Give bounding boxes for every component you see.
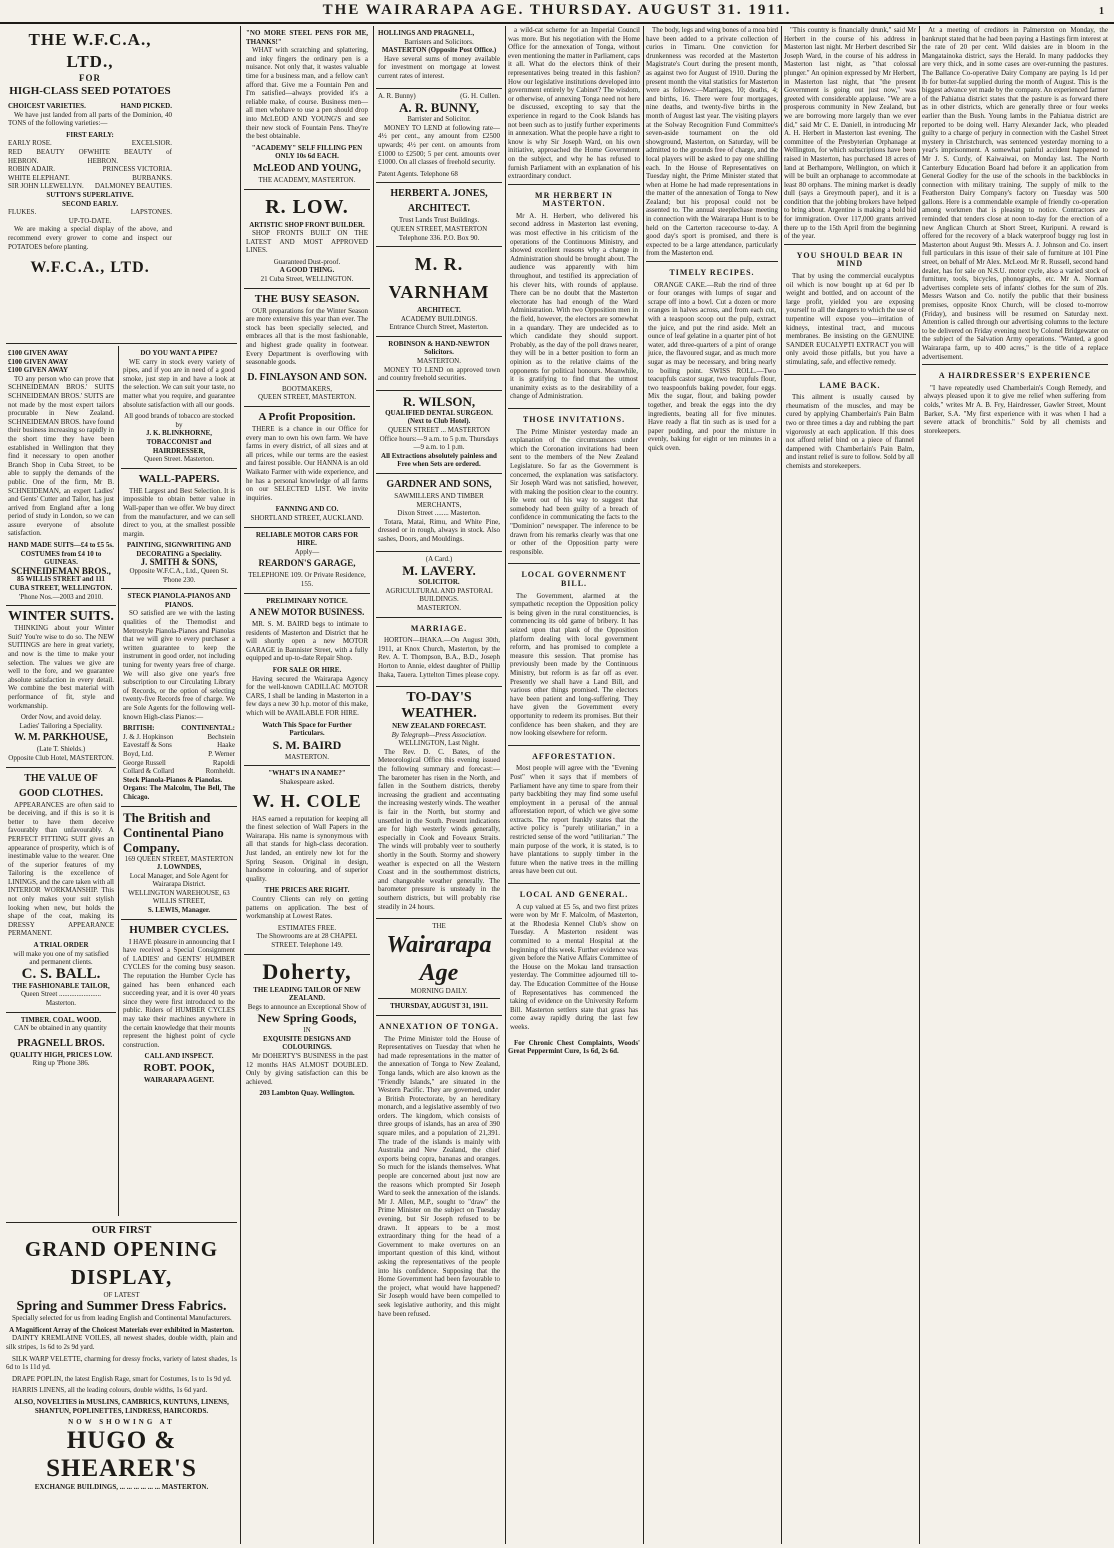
profit-advert (244, 406, 370, 527)
cole-advert (244, 765, 370, 953)
weather-place: WELLINGTON, Last Night. (398, 739, 480, 748)
prelim-sub: A NEW MOTOR BUSINESS. (249, 607, 365, 618)
column-6 (646, 26, 778, 1544)
winter-name: W. M. PARKHOUSE, (14, 732, 108, 744)
local-article (508, 883, 640, 1039)
schneideman-hand: HAND MADE SUITS—£4 to £5 5s. COSTUMES from £4 10 to GUINEAS. (8, 541, 114, 567)
timber-quality: QUALITY HIGH, PRICES LOW. (9, 1050, 113, 1059)
piano-maker-row-cell: Collard & Collard (123, 767, 174, 776)
hugo-also: ALSO, NOVELTIES in MUSLINS, CAMBRICS, KUNTUNS, LINENS, SHANTUN, POPLINETTES, LINDRESS, HAIRCORDS. (14, 1397, 229, 1415)
marriage-heading: MARRIAGE. (410, 623, 468, 633)
bear-heading: YOU SHOULD BEAR IN MIND (796, 250, 904, 269)
prelim-advert (244, 593, 370, 766)
column-7 (784, 26, 916, 1544)
doherty-designs: EXQUISITE DESIGNS AND COLOURINGS. (263, 1034, 351, 1052)
pipe-heading: DO YOU WANT A PIPE? (140, 349, 218, 357)
bear-advert (784, 244, 916, 374)
steck-continental: CONTINENTAL: (181, 724, 235, 733)
piano-maker-row-cell: P. Werner (208, 749, 235, 758)
bunny-advert (376, 88, 502, 183)
potato-variety-row-cell: PRINCESS VICTORIA. (102, 165, 172, 174)
bcpc-address: 169 QUEEN STREET, MASTERTON (124, 854, 234, 863)
wilson-hours: Office hours:—9 a.m. to 5 p.m. Thursdays—9 a.m. to 1 p.m. (379, 434, 499, 452)
potato-variety-row-cell: SIR JOHN LLEWELLYN. (8, 182, 84, 191)
wilson-heading: R. WILSON, (402, 393, 476, 409)
varnham-advert (376, 246, 502, 336)
lameback-advert (784, 374, 916, 478)
pens-heading: "NO MORE STEEL PENS FOR ME, THANKS!" (246, 29, 368, 46)
hugo-advert (6, 1222, 237, 1544)
profit-fanning: FANNING AND CO. (275, 505, 339, 514)
paper-sub: MORNING DAILY. (410, 986, 468, 995)
hollings-sub: Barristers and Solicitors. (404, 37, 474, 46)
piano-maker-row-cell: Bechstein (207, 732, 235, 741)
wfca-display: We are making a special display of the above, and recommend every grower to come and inspect our POTATOES before planting. (8, 225, 172, 251)
low-text: SHOP FRONTS BUILT ON THE LATEST AND MOST APPROVED LINES. (246, 229, 368, 255)
winter-text: THINKING about your Winter Suit? You're wise to do so. The NEW SUITINGS are here in great variety, and now is the time to make your selection. The values we give are well to the fore, and we guarantee absolute satisfaction in every detail. We combine the best material with performance of fit, style and workmanship. (8, 624, 114, 710)
doherty-address: 203 Lambton Quay. Wellington. (259, 1089, 355, 1098)
steck-pianos (123, 733, 235, 776)
wfca-sutton: SUTTON'S SUPERLATIVE. (46, 190, 134, 199)
gardner-heading: GARDNER AND SONS, (386, 479, 492, 490)
column-5 (508, 26, 640, 1544)
winter-late: (Late T. Shields.) (36, 745, 86, 754)
jones-advert (376, 182, 502, 246)
lavery-text: AGRICULTURAL AND PASTORAL BUILDINGS. (385, 586, 493, 604)
pens-academy: "ACADEMY" SELF FILLING PEN ONLY 10s 6d EACH. (251, 143, 363, 161)
prelim-address: MASTERTON. (285, 752, 329, 761)
humber-call: CALL AND INSPECT. (144, 1052, 214, 1061)
garage-heading: RELIABLE MOTOR CARS FOR HIRE. (255, 530, 359, 548)
steck-organs: Organs: The Malcolm, The Bell, The Chicago. (123, 784, 235, 801)
paper-title: Wairarapa Age (386, 931, 492, 986)
column-2 (121, 346, 237, 1216)
weather-by: By Telegraph—Press Association. (391, 730, 487, 739)
hugo-array: A Magnificent Array of the Choicest Materials ever exhibited in Masterton. (9, 1325, 234, 1334)
chronic-notice: For Chronic Chest Complaints, Woods' Great Peppermint Cure, 1s 6d, 2s 6d. (508, 1038, 640, 1056)
section-divider (6, 343, 237, 344)
lavery-advert (376, 551, 502, 617)
masthead-title: THE WAIRARAPA AGE. THURSDAY. AUGUST 31. 1911. (322, 2, 792, 18)
winter-heading: WINTER SUITS. (8, 609, 114, 625)
timber-advert (6, 1012, 116, 1072)
pipe-address: Queen Street. Masterton. (144, 455, 214, 464)
wfca-advert (6, 26, 174, 283)
bunny-left: A. R. Bunny) (378, 91, 416, 100)
bunny-heading: A. R. BUNNY, (398, 100, 480, 116)
lavery-sub: SOLICITOR. (418, 578, 460, 587)
potato-variety-row-cell: WHITE ELEPHANT. (8, 173, 70, 182)
given-away-3: £100 GIVEN AWAY (8, 366, 69, 375)
experience-advert (922, 364, 1108, 442)
doherty-goods: New Spring Goods, (257, 1011, 357, 1026)
garage-name: REARDON'S GARAGE, (258, 558, 356, 569)
fabric-item: HARRIS LINENS, all the leading colours, double widths, 1s 6d yard. (12, 1386, 208, 1395)
given-away-2: £100 GIVEN AWAY (8, 357, 69, 366)
bcpc-advert (121, 806, 237, 919)
profit-heading: A Profit Proposition. (258, 411, 356, 423)
lavery-card: (A Card.) (425, 554, 453, 563)
hugo-imported: Specially selected for us from leading English and Continental Manufacturers. (12, 1314, 232, 1323)
garage-apply: Apply— (294, 547, 320, 556)
wfca-first: FIRST EARLY: (66, 130, 114, 139)
schneideman-advert (6, 346, 116, 605)
gardner-sub: SAWMILLERS AND TIMBER MERCHANTS, (394, 492, 484, 509)
column-4 (376, 26, 502, 1544)
wilson-text: All Extractions absolutely painless and Free when Sets are ordered. (381, 451, 497, 469)
schneideman-address: 85 WILLIS STREET and 111 CUBA STREET, WELLINGTON. (9, 575, 113, 593)
value-text: APPEARANCES are often said to be deceiving, and if this is so it is better to have them deceive favourably than unfavourably. A PERFECT FITTING SUIT gives an appearance of prosperity, which is of inestimable value to the wearer. One of the superior features of my Tailoring is the excellence of LININGS, and the care taken with all INTERIOR WORKMANSHIP. This not only makes your suit stylish looking when new, but holds the shape of the coat, making its DRESSY APPEARANCE PERMANENT. (8, 800, 114, 938)
potato-variety-row (8, 139, 172, 148)
wfca-for: FOR (79, 73, 101, 83)
bunny-text: MONEY TO LEND at following rate—4½ per cent., any amount from £2500 upwards; 4½ per cent. on amounts from £1000 to £2500; 5 per cent. amounts over £1000. On all classes of freehold security. (378, 123, 500, 167)
bcpc-manager: Local Manager, and Sole Agent for Wairarapa District. (129, 871, 229, 889)
prelim-name: S. M. BAIRD (272, 737, 342, 752)
invitations-heading: THOSE INVITATIONS. (522, 414, 626, 424)
fabric-item: SILK WARP VELETTE, charming for dressy frocks, variety of latest shades, 1s 6d to 1s 11d yd. (6, 1354, 237, 1372)
garage-tel: TELEPHONE 109. Or Private Residence, 155. (248, 571, 366, 588)
bear-text: That by using the commercial eucalyptus oil which is now bought up at 6d per lb weight and bottled, and on account of the large profit, yielded you are exposing yourself to all the dangers to which the use of turpentine will expose you—irritation of kidneys, intestinal tract, and mucous membranes. Be insisting on the GENUINE SANDER EUCALYPTI EXTRACT you will only avoid those pitfalls, but you have a stimulating, safe, and effective remedy. (786, 272, 914, 366)
tonga-heading: ANNEXATION OF TONGA. (379, 1021, 499, 1031)
bunny-patent: Patent Agents. Telephone 68 (378, 169, 458, 178)
wilson-sub: QUALIFIED DENTAL SURGEON. (Next to Club Hotel). (385, 408, 493, 426)
busy-name: D. FINLAYSON AND SON. (247, 371, 367, 383)
prelim-heading: PRELIMINARY NOTICE. (266, 596, 348, 605)
steck-steck: Steck Pianola-Pianos & Pianolas. (123, 775, 223, 784)
busy-address: QUEEN STREET, MASTERTON. (257, 393, 357, 402)
hugo-opening1: OUR FIRST (91, 1224, 152, 1236)
wfca-second: SECOND EARLY. (62, 199, 118, 208)
timber-heading: TIMBER. COAL. WOOD. (20, 1015, 102, 1024)
paper-title-block (376, 918, 502, 1015)
cole-sub: Shakespeare asked. (279, 778, 335, 786)
value-address: Queen Street ........................ Masterton. (20, 990, 102, 1007)
col6-text: The body, legs and wing bones of a moa bird have been added to a private collection of curios in Timaru. One conviction for drunkenness was recorded at the Masterton Magistrate's Court during the present month, as against two for August of 1910. During the present month the vital statistics for Masterton were as follows:—Marriages, 10; deaths, 4; and births, 16. There were four mortgages, nine deaths, and twenty-five births in the month of August last year. The visiting players at the Solway Recognition Fund Committee's seven-aside tournament on the old showground, Masterton, on Saturday, will be admitted to the grounds free of charge, and the local players will be asked to pay one shilling each. In the House of Representatives on Tuesday night, the Prime Minister stated that when at Home he had made representations in the matter of the annexation of Tonga to New Zealand; but his proposal could not be assented to. The annual steeplechase meeting in connection with the Wairarapa Hunt is to be held on the Carterton racecourse to-day. A good day's sport is promised, and there is expected to be a large attendance, particularly from the Masterton end. (646, 26, 778, 258)
robinson-advert (376, 336, 502, 390)
schneideman-firm: SCHNEIDEMAN BROS., (11, 565, 111, 576)
hugo-latest: OF LATEST (103, 1290, 140, 1299)
piano-maker-row-cell: J. & J. Hopkinson (123, 732, 174, 741)
robinson-address: MASTERTON. (417, 357, 461, 366)
piano-maker-row-cell: Boyd, Ltd. (123, 749, 154, 758)
wallpapers-name: J. SMITH & SONS, (140, 557, 218, 568)
column-rule (373, 26, 374, 1544)
bunny-sub: Barrister and Solicitor. (407, 115, 471, 124)
wallpapers-painting: PAINTING, SIGNWRITING AND DECORATING a Speciality. (126, 541, 232, 558)
low-heading: R. LOW. (265, 195, 349, 218)
wfca-varieties (8, 139, 172, 191)
steck-heading: STECK PIANOLA-PIANOS AND PIANOS. (127, 592, 231, 609)
cole-address: The Showrooms are at 28 CHAPEL STREET. Telephone 149. (256, 932, 358, 949)
invitations-article (508, 408, 640, 564)
wfca-sub: HIGH-CLASS SEED POTATOES (9, 85, 171, 97)
hollings-advert (376, 26, 502, 88)
low-guar: Guaranteed Dust-proof. (273, 257, 341, 266)
afforestation-heading: AFFORESTATION. (532, 751, 616, 761)
localgov-article (508, 563, 640, 744)
pens-text: WHAT with scratching and splattering, and inky fingers the ordinary pen is a nuisance. Not only that, it wastes valuable time for a business man, and a fellow can't afford that. Give me a Fountain Pen and I'm satisfied—always provided it's a reliable make, of course. Business men—all men whohave to use a pen should drop into McLEOD AND YOUNG'S and see their new stock of Fountain Pens. They're the best obtainable. (246, 46, 368, 141)
bcpc-wh: WELLINGTON WAREHOUSE, 63 WILLIS STREET, (128, 888, 230, 906)
recipes-text: ORANGE CAKE.—Rub the rind of three or four oranges with lumps of sugar and scrape off into a bowl. Cut a dozen or more oranges in halves across, and from each cut, with a teaspoon scoop out the pulp, extract the juice, and put the rind aside. Melt an ounce of leaf gelatine in a quarter pint of hot water, add three-quarters of a pint of orange juice, the flavoured sugar, and as much more sugar as may be necessary, and bring nearly to boiling point. SWISS ROLL.—Two teacupfuls castor sugar, two teacupfuls flour, two teaspoonfuls baking powder, four eggs. Mix the sugar, flour, and baking powder together, and break the eggs into the dry ingredients, beating all for five minutes. Have ready a flat tin such as is used for a paper pudding, and pour the mixture in evenly, baking for eight or ten minutes in a quick oven. (648, 280, 776, 452)
busy-advert (244, 288, 370, 406)
cole-est: ESTIMATES FREE. (277, 923, 337, 932)
weather-heading: TO-DAY'S WEATHER. (401, 690, 477, 722)
column-8 (922, 26, 1108, 1544)
robinson-heading: ROBINSON & HAND-NEWTON Solicitors. (388, 339, 490, 357)
low-sub: ARTISTIC SHOP FRONT BUILDER. (249, 220, 365, 229)
steck-british: BRITISH: (123, 724, 155, 733)
prelim-watch: Watch This Space for Further Particulars. (262, 720, 352, 738)
hugo-opening2: GRAND OPENING DISPLAY, (24, 1236, 219, 1289)
weather-article (376, 686, 502, 918)
low-good: A GOOD THING. (279, 266, 335, 275)
humber-heading: HUMBER CYCLES. (129, 923, 229, 936)
prelim-text2: Having secured the Wairarapa Agency for the well-known CADILLAC MOTOR CARS, I shall be landing in Masterton in a few days a new 30 h.p. motor of this make, which will be AVAILABLE FOR HIRE. (246, 674, 368, 718)
schneideman-phone: 'Phone Nos.—2003 and 2010. (19, 592, 103, 601)
wfca-flukes: FLUKES. (8, 208, 37, 217)
cole-heading: "WHAT'S IN A NAME?" (268, 769, 346, 778)
potato-variety-row-cell: DALMONEY BEAUTIES. (94, 182, 172, 191)
profit-text: THERE is a chance in our Office for every man to own his own farm. We have farms in every district, of all sizes and at all prices, while our terms are the easiest and fairest possible. Our HANNA is an old Waikato Farmer with wide experience, and he has a personal knowledge of all farms on our SELECTED LIST. We invite inquiries. (246, 425, 368, 502)
recipes-article (646, 261, 778, 459)
piano-maker-row (123, 733, 235, 742)
recipes-heading: TIMELY RECIPES. (669, 268, 755, 278)
pens-name: McLEOD AND YOUNG, (253, 162, 361, 174)
wallpapers-heading: WALL-PAPERS. (138, 472, 220, 485)
gardner-text: Totara, Matai, Rimu, and White Pine, dressed or in rough, always in stock. Also sashes, Doors, and Mouldings. (378, 517, 500, 543)
pipe-text: WE carry in stock every variety of pipes, and if you are in need of a good smoke, just step in and have a look at the selection. We can suit your taste, no matter what you require, and guarantee absolute satisfaction with all our goods. (123, 357, 235, 409)
weather-sub: NEW ZEALAND FORECAST. (392, 722, 486, 731)
wfca-right: HAND PICKED. (120, 102, 172, 110)
invitations-text: The Prime Minister yesterday made an explanation of the circumstances under which the Coronation invitations had been sent to the members of the New Zealand Legislature. So far as the Government is concerned, the explanation was satisfactory. Sir Joseph Ward was not satisfied, however, with making the position clear to the country. He went out of his way to suggest that somebody had been guilty of a breach of confidence in communicating the facts to the "Dominion" newspaper. The inference to be drawn from his remarks clearly was that one or other of the Opposition party were responsible. (510, 427, 638, 556)
weather-text: The Rev. D. C. Bates, of the Meteorological Office this evening issued the following summary and forecast:— The barometer has risen in the North, and fallen in the Southern districts, thereby increasing the gradient and accentuating the increasing westerly winds. The weather is fair in the North, but stormy and unsettled in the South. Present indications are for high westerly winds generally, especially in Cook and Foveaux Straits. The winds will probably veer to southerly shortly in the South. Stormy and showery weather is expected on all the Western Coast and in the southernmost districts, and changeable weather generally. The barometer pressure is unsteady in the southern districts, but will probably rise steadily in 24 hours. (378, 747, 500, 911)
col8-text: At a meeting of creditors in Palmerston on Monday, the bankrupt stated that he had been paying a Hastings firm interest at the rate of 20 per cent. Wild daisies are in bloom in the Mangatainoka district, says the Herald. In many paddocks they are very thick, and in some cases are over-running the pastures. The Ballance Co-operative Dairy Company are paying 1s 1d per lb for butter-fat supplied during the month of August. This is the biggest advance yet made by the company. An experienced farmer of the Pahiatua district states that the pasture is as forward there as in other districts, which are generally three or four weeks earlier than the Bush. Young lambs in the Pahiatua district are reported to be doing well. Harry Alexander Jack, who pleaded guilty to a charge of perjury in connection with the Cashel Street mystery in Christchurch, was sentenced yesterday morning to a year's imprisonment. A somewhat painful accident happened to Mr J. S. Curdy, of Kaiwaiwai, on Monday last. The North Canterbury Education Board had before it an application from General Godley for the use of the schools in the backblocks in connection with military training. The supply of milk to the Featherston Dairy Company's factory on Tuesday was 500 gallons. Here is a commendable example of friendly co-operation among workmen that is pleasing to notice. Contractors are reminded that tenders close at noon to-day for the erection of a new Anglican Church at Short Street, Kuripuni. A reward is offered for the recovery of a black waterproof buggy rug lost in Masterton about August 9th. Messrs A. J. Johnson and Co. insert full particulars in this issue of their sale of furniture at 101 Pine street, on behalf of Mr Alex. McLeod. Mr R. Russell, second hand dealer, has for sale on N.S.U. motor cycle, also a varied stock of furniture, tools, bicycles, phonographs, etc. Mr A. Norman advertises complete sets of infants' clothes for the sum of 20s. Messrs Watson and Co. notify the public that their business premises, opposite Knox Church, will be closed to-morrow (Friday), and business will be resumed on Saturday next. Attention is called through our advertising columns to the lecture to be delivered on Friday evening next by Colonel Bridgewater on the subject of the Salvation Army operations. "Wanted, a good Wairarapa farm, up to 400 acres," is the title of a replace advertisement. (922, 26, 1108, 361)
lameback-text: This ailment is usually caused by rheumatism of the muscles, and may be cured by applying Chamberlain's Pain Balm two or three times a day and rubbing the part vigorously at each application. If this does not afford relief bind on a piece of flannel dampened with Chamberlain's Pain Balm, and instant relief is sure to follow. Sold by all chemists and storekeepers. (786, 393, 914, 470)
cole-prices: THE PRICES ARE RIGHT. (264, 886, 350, 895)
wfca-footer: W.F.C.A., LTD. (30, 259, 150, 277)
herbert-article (508, 184, 640, 408)
afforestation-article (508, 745, 640, 883)
potato-variety-row (8, 148, 172, 165)
potato-variety-row-cell: EARLY ROSE. (8, 139, 52, 148)
tonga-continued: a wild-cat scheme for an Imperial Council was more. But his negotiation with the Home Office for the annexation of Tonga, without even mentioning the matter in Parliament, caps it all. What do the electors think of their representatives being treated in this fashion? How our legislative institutions developed into government entirely by Cabinet? The wisdom, or otherwise, of annexing Tonga need not here be discussed, excepting to say that the experience in regard to the Cook Islands has not been such as to justify further experiments in annexation. What the people have a right to know is why Sir Joseph Ward, on his own initiative, approached the Home Government on the subject, and why he has refused to furnish Parliament with an explanation of his extraordinary conduct. (508, 26, 640, 181)
lavery-heading: M. LAVERY. (402, 563, 476, 579)
pipe-name: J. K. BLINKHORNE, TOBACCONIST and HAIRDRESSER, (146, 429, 212, 455)
value-tag: THE FASHIONABLE TAILOR, (12, 981, 110, 990)
herbert-heading: MR HERBERT IN MASTERTON. (535, 190, 613, 209)
wallpapers-advert (121, 468, 237, 589)
profit-address: SHORTLAND STREET, AUCKLAND. (250, 513, 364, 522)
value-name: C. S. BALL. (21, 965, 101, 982)
piano-maker-row-cell: Haake (217, 741, 235, 750)
value-trial-text: will make you one of my satisfied and permanent clients. (13, 949, 109, 967)
page-number: 1 (1099, 6, 1106, 17)
piano-maker-row (123, 741, 235, 750)
paper-the: THE (432, 922, 446, 931)
fabric-item: DAINTY KREMLAINE VOILES, all newest shades, double width, plain and silk stripes, 1s 6d to 2s 9d yard. (6, 1334, 237, 1351)
pens-sub: THE ACADEMY, MASTERTON. (258, 175, 356, 184)
doherty-text: Mr DOHERTY'S BUSINESS in the past 12 months HAS ALMOST DOUBLED. Only by giving satisfaction can this be achieved. (246, 1052, 368, 1086)
value-trial: A TRIAL ORDER (33, 941, 89, 950)
piano-maker-row-cell: Rapoldi (212, 758, 235, 767)
potato-variety-row-cell: RED BEAUTY OF HEBRON. (8, 147, 88, 165)
bcpc-lewis: S. LEWIS, Manager. (147, 906, 211, 915)
column-rule (505, 26, 506, 1544)
marriage-notice (376, 617, 502, 687)
localgov-text: The Government, alarmed at the sympathetic reception the Opposition policy is being given in the rural constituencies, is commencing its old game of bribery. It has seized upon that plank of the Opposition platform dealing with local government reform, and has promised to complete a measure this session. That promise has previously been made by the Continuous Ministry, but reform is as far off as ever. Presently we shall have a Land Bill, and various other things promised. The electors have been patient and long-suffering. They have given the Government every opportunity to redeem its promises. But their confidence has been shaken, and they are now looking elsewhere for reform. (510, 591, 638, 738)
winter-advert (6, 605, 116, 766)
jones-tel: Telephone 336. P.O. Box 90. (398, 233, 480, 242)
timber-text: CAN be obtained in any quantity (14, 1024, 107, 1033)
busy-text: OUR preparations for the Winter Season are more extensive this year than ever. The stock has been specially selected, and embraces all that is the most fashionable, and highest grade quality in footwear. Every Department is overflowing with seasonable goods. (246, 306, 368, 367)
piano-maker-row-cell: Eavestaff & Sons (123, 741, 172, 750)
busy-heading: THE BUSY SEASON. (254, 292, 360, 305)
gardner-address: Dixon Street ........ Masterton. (397, 509, 481, 518)
varnham-address2: Entrance Church Street, Masterton. (389, 323, 489, 332)
herbert-text: Mr A. H. Herbert, who delivered his second address in Masterton last evening, was most effective in his criticism of the operations of the Continuous Ministry, and showed excellent reasons why a change in Administration should be brought about. The audience was apparently with him throughout, and testified its appreciation of his clever hits, with rounds of applause. There can be no doubt that the Masterton electorate has had enough of the Ward Administration. With two Opposition men in the field, however, the electors are somewhat in a quandary. They are undecided as to which candidate they should support. Probably, as the day of the poll draws nearer, they will be in a better position to form an opinion as to the relative claims of the opponents for political honours. Meanwhile, it is gratifying to find that the utmost unanimity exists as to the desirability of a change of Administration. (510, 211, 638, 401)
wilson-address: QUEEN STREET ... MASTERTON (388, 426, 490, 435)
varnham-address: ACADEMY BUILDINGS. (400, 314, 478, 323)
experience-heading: A HAIRDRESSER'S EXPERIENCE (938, 371, 1092, 381)
humber-advert (121, 919, 237, 1089)
wfca-uptodate: UP-TO-DATE. (68, 216, 112, 225)
hollings-text: Have several sums of money available for investment on mortgage at lowest current rates of interest. (378, 54, 500, 80)
hugo-fabrics: Spring and Summer Dress Fabrics. (16, 1299, 227, 1315)
potato-variety-row (8, 165, 172, 174)
wfca-intro: We have just landed from all parts of the Dominion, 40 TONS of the following varieties:— (8, 110, 172, 128)
humber-name: ROBT. POOK, (143, 1061, 215, 1074)
doherty-heading: Doherty, (262, 958, 352, 984)
hugo-exchange: EXCHANGE BUILDINGS, ... ... ... ... ... ... MASTERTON. (34, 1482, 209, 1491)
varnham-sub: ARCHITECT. (417, 306, 461, 315)
doherty-begs: Begs to announce an Exceptional Show of (247, 1002, 367, 1011)
lavery-address: MASTERTON. (417, 603, 461, 612)
cole-name: W. H. COLE (252, 790, 362, 811)
piano-maker-row (123, 767, 235, 776)
pipe-tobacco: All good brands of tobacco are stocked by (124, 412, 234, 429)
cole-text2: Country Clients can rely on getting patterns on application. The best of workmanship at Lowest Rates. (246, 894, 368, 921)
gardner-advert (376, 473, 502, 551)
varnham-heading: M. R. VARNHAM (388, 254, 490, 303)
piano-maker-row-cell: Romheldt. (205, 767, 235, 776)
marriage-text: HORTON—IHAKA.—On August 30th, 1911, at Knox Church, Masterton, by the Rev. A. T. Thompson, B.A., B.D., Joseph Horton to Annie, eldest daughter of Phillip Ihaka, Tauera. Lyttelton Times please copy. (378, 636, 500, 679)
prelim-hire: FOR SALE OR HIRE. (272, 666, 342, 675)
piano-maker-row (123, 759, 235, 768)
humber-text: I HAVE pleasure in announcing that I have received a Special Consignment of LADIES' and GENTS' HUMBER CYCLES for the coming busy season. The reputation the Humber Cycle has gained has been enhanced each succeeding year, and it is over 40 years since they were first introduced to the public. Riders of HUMBER CYCLES may take their machines anywhere in the certain knowledge that their mounts represent the highest point of cycle construction. (123, 937, 235, 1049)
garage-advert (244, 527, 370, 593)
potato-variety-row (8, 174, 172, 183)
given-away-1: £100 GIVEN AWAY (8, 349, 69, 357)
prelim-text: MR. S. M. BAIRD begs to intimate to residents of Masterton and District that he will shortly open a new MOTOR GARAGE in Bannister Street, with a fully equipped and up-to-date Repair Shop. (246, 620, 368, 663)
wallpapers-text: THE Largest and Best Selection. It is impossible to obtain better value in Wall-paper than we offer. We buy direct from the manufacturer, and we can sell direct to you, at the smallest possible margin. (123, 486, 235, 538)
potato-variety-row-cell: EXCELSIOR. (131, 139, 172, 148)
lameback-heading: LAME BACK. (819, 380, 881, 390)
piano-maker-row (123, 750, 235, 759)
hugo-showing: NOW SHOWING AT (68, 1418, 175, 1427)
value-heading: THE VALUE OF GOOD CLOTHES. (19, 772, 103, 799)
column-rule (643, 26, 644, 1544)
hollings-address: MASTERTON (Opposite Post Office.) (381, 46, 497, 55)
paper-date: THURSDAY, AUGUST 31, 1911. (390, 1002, 488, 1011)
steck-advert (121, 588, 237, 805)
localgov-heading: LOCAL GOVERNMENT BILL. (521, 570, 627, 589)
steck-text: SO satisfied are we with the lasting qualities of the Themodist and Metrostyle Pianola-Pianos and Pianolas that we will give to every purchaser a written guarantee to keep the instrument in good order, not including tuning for twenty years free of charge. We will also give one year's free subscription to our Circulating Library of Records, or the option of selecting twenty-five Records free of charge. We are Sole Agents for the following well-known High-class Pianos:— (123, 609, 235, 721)
hollings-heading: HOLLINGS AND PRAGNELL, (378, 29, 475, 37)
hugo-items (6, 1334, 237, 1395)
wallpapers-address: Opposite W.F.C.A., Ltd., Queen St. 'Phone 230. (129, 567, 229, 584)
busy-sub: BOOTMAKERS, (282, 384, 332, 393)
local-heading: LOCAL AND GENERAL. (519, 890, 629, 900)
fabric-item: DRAPE POPLIN, the latest English Rage, smart for Costumes, 1s to 1s 9d yd. (12, 1374, 232, 1383)
winter-address: Opposite Club Hotel, MASTERTON. (8, 753, 114, 762)
piano-maker-row-cell: George Russell (123, 758, 166, 767)
column-3 (244, 26, 370, 1544)
winter-order: Order Now, and avoid delay. (20, 713, 102, 722)
local-text: A cup valued at £5 5s, and two first prizes were won by Mr F. Malcolm, of Masterton, at the Rhodesia Kennel Club's show on Tuesday. A Masterton resident was committed to a mental Hospital at the beginning of this week. Further evidence was given before the Native Affairs Committee of the House on the Mokau land transaction yesterday. The Committee adjourned till to-day. The Education Committee of the House of Representatives has commenced the taking of evidence on the University Reform Bill. Masterton settlers state that grass has come away rapidly during the last few weeks. (510, 902, 638, 1031)
wfca-lapstones: LAPSTONES. (130, 208, 172, 217)
jones-address: QUEEN STREET, MASTERTON (390, 224, 488, 233)
col7-text: "This country is financially drunk," said Mr Herbert in the course of his address in Masterton last night. Mr Herbert described Sir Joseph Ward, in the course of his address in Masterton last night, as "that colossal plunger." An opinion expressed by Mr Herbert, in Masterton last night, that "the present Government is going out just now," was greeted with considerable applause. "We are a prosperous community in New Zealand, but we are borrowing more largely than we ever did," said Mr C. E. Daniell, in introducing Mr A. H. Herbert in Masterton last evening. The committee of the Presbyterian Orphanage at Wellington, for which subscriptions have been raised in Masterton, has purchased 18 acres of land at Berhampore, Wellington, on which it will be built an orphanage to accommodate at least 80 orphans. The mining market is deadly dull (says a Greymouth paper), and it is a condition that the jobbing brokers have helped to bring about. Argentine is making a bold bid for immigration. Over 117,000 grants arrived there up to the 15th April from the beginning of the year. (784, 26, 916, 241)
value-advert (6, 767, 116, 1012)
wfca-left: CHOICEST VARIETIES. (8, 102, 86, 110)
tonga-article (376, 1015, 502, 1325)
timber-ring: Ring up 'Phone 386. (32, 1059, 90, 1068)
humber-address: WAIRARAPA AGENT. (143, 1075, 215, 1084)
column-rule (240, 26, 241, 1544)
doherty-advert (244, 954, 370, 1103)
low-address: 21 Cuba Street, WELLINGTON. (260, 275, 354, 284)
pipe-advert (121, 346, 237, 468)
hugo-firm: HUGO & SHEARER'S (46, 1426, 197, 1482)
pens-advert (244, 26, 370, 189)
potato-variety-row-cell: ROBIN ADAIR. (8, 165, 56, 174)
tonga-text: The Prime Minister told the House of Representatives on Tuesday that when he had made representations in the matter of the annexation of Tonga to New Zealand, Tonga lands, which are also known as the "Friendly Islands," are situated in the Western Pacific. They are governed, under a British Protectorate, by an hereditary monarch, and a legislative assembly of two orders. The kingdom, which consists of three groups of islands, has an area of 390 square miles, and a population of 21,391. The trade of the islands is mainly with Australia and New Zealand, the chief exports being copra, bananas and oranges. So much for the islands themselves. What people are concerned about just now are the reasons which prompted Sir Joseph Ward to seek the annexation of the islands. Mr J. Allen, M.P., sought to "draw" the Prime Minister on the subject on Tuesday evening, but Sir Joseph refused to be drawn. It appears to be a most extraordinary thing for the head of a Government to make overtures on an important question of this kind, without asking the representatives of the people into his confidence. Supposing that the Home Government had been favourable to the project, what would have happened? Sir Joseph would have been compelled to seek legislative authority, and this might have been refused. (378, 1034, 500, 1318)
potato-variety-row-cell: BURBANKS. (132, 173, 172, 182)
bcpc-name: J. LOWNDES, (156, 863, 202, 872)
schneideman-text: TO any person who can prove that SCHNEIDEMAN BROS.' SUITS SCHNEIDEMAN BROS.' SUITS are not made by the most expert tailors procurable in New Zealand. SCHNEIDEMAN BROS. have found their business increasing so rapidly in the short time they have been established in Wellington that they find it necessary to open another Branch Shop in Cuba Street, to be able to supply the demands of the public. One of the firm, Mr B. SCHNEIDEMAN, an expert Ladies' and Gents' Cutter and Tailor, has just arrived from England after a long period of study in London, so we can assure everyone of absolute satisfaction. (8, 374, 114, 538)
bcpc-heading: The British and Continental Piano Company. (123, 809, 224, 855)
potato-variety-row-cell: WHITE BEAUTY of HEBRON. (87, 147, 172, 165)
jones-sub: Trust Lands Trust Buildings. (398, 216, 480, 225)
wilson-advert (376, 390, 502, 473)
column-1b (6, 346, 116, 1216)
column-rule (781, 26, 782, 1544)
bunny-right: (G. H. Cullen. (460, 91, 500, 100)
column-rule (118, 346, 119, 1216)
winter-ladies: Ladies' Tailoring a Speciality. (19, 721, 103, 730)
masthead (0, 0, 1114, 24)
doherty-sub: THE LEADING TAILOR OF NEW ZEALAND. (253, 985, 361, 1003)
wfca-heading: THE W.F.C.A., LTD., (28, 30, 152, 71)
column-rule (919, 26, 920, 1544)
afforestation-text: Most people will agree with the "Evening Post" when it says that if members of Parliament have any time to spare from their party backbiting they may find some useful employment in a perusal of the annual afforestation report, of which we give some extracts. The report frankly states that the active policy is "purely utilitarian," in a restricted sense of the word "utilitarian." The main purpose of the work, it is stated, is to have plantations to supply timber in the future when the native trees in the milling areas have been cut out. (510, 764, 638, 876)
jones-heading: HERBERT A. JONES, ARCHITECT. (390, 188, 488, 215)
robinson-text: MONEY TO LEND on approved town and country freehold securities. (378, 365, 500, 383)
potato-variety-row (8, 182, 172, 191)
experience-text: "I have repeatedly used Chamberlain's Cough Remedy, and always pleased upon it to give me relief when suffering from colds," writes Mr A. B. Fry, Hairdresser, Gawler Street, Mount Barker, S.A. "My first experience with it was when I had a severe attack of bronchitis." Sold by all chemists and storekeepers. (924, 383, 1106, 435)
doherty-in: IN (303, 1026, 311, 1035)
timber-firm: PRAGNELL BROS. (17, 1037, 105, 1049)
cole-text: HAS earned a reputation for keeping all the finest selection of Wall Papers in the Wairarapa. His name is synonymous with all that stands for high-class decoration. Just landed, an entirely new lot for the Spring Season. Original in design, handsome in colouring, and of superior quality. (246, 814, 368, 883)
low-advert (244, 189, 370, 288)
